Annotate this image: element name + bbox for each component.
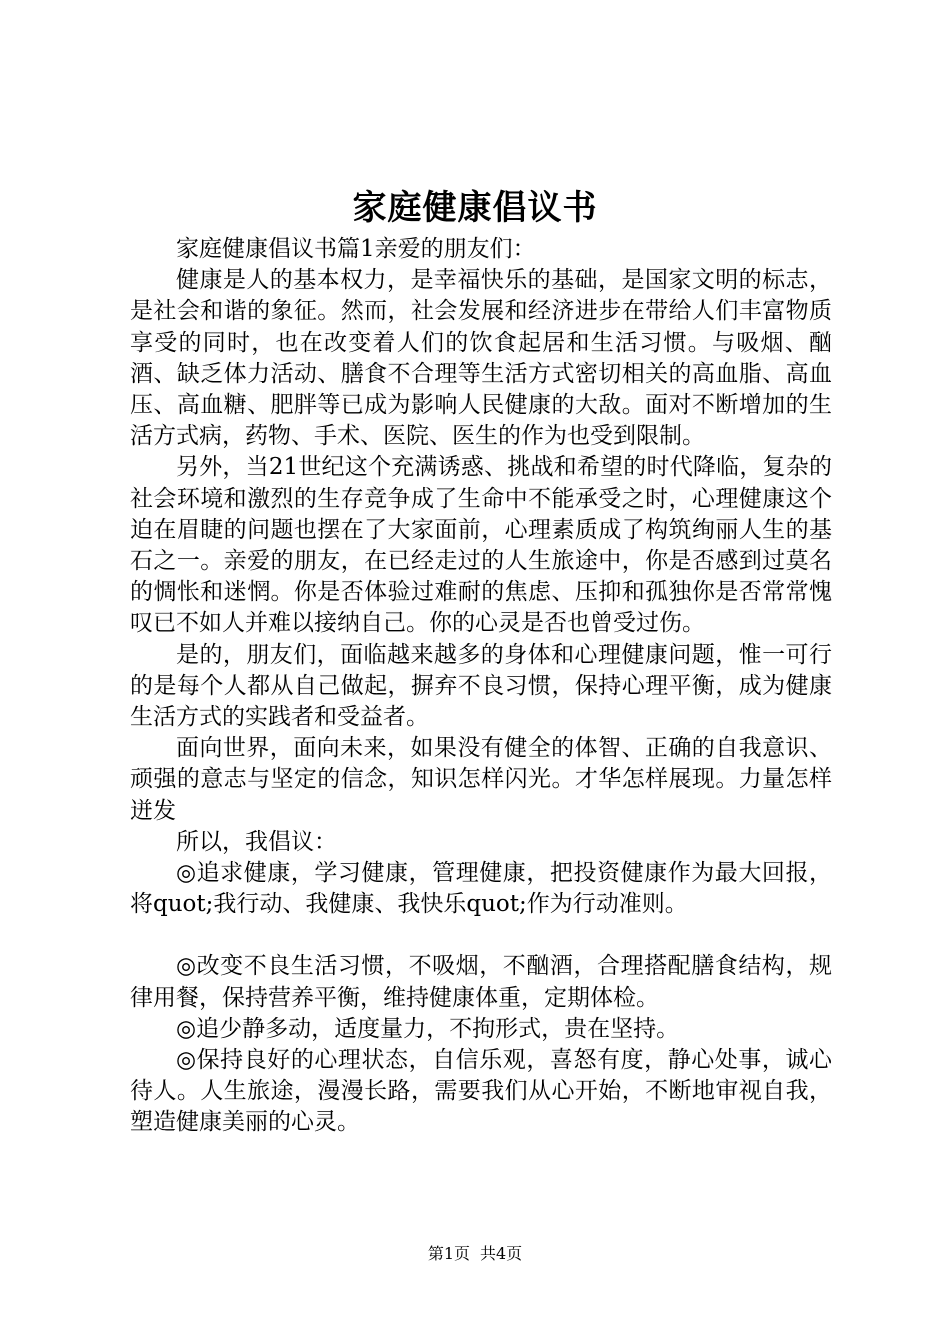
paragraph-mental-health: 另外，当21世纪这个充满诱惑、挑战和希望的时代降临，复杂的社会环境和激烈的生存竞争成了生命中不能承受之时，心理健康这个迫在眉睫的问题也摆在了大家面前，心理素质成了构筑绚丽人生的基石之一。亲爱的朋友，在已经走过的人生旅途中，你是否感到过莫名的惆怅和迷惘。你是否体验过难耐的焦虑、压抑和孤独你是否常常愧叹已不如人并难以接纳自己。你的心灵是否也曾受过伤。 [130,454,832,637]
paragraph-proposal-intro: 所以，我倡议： [176,828,337,855]
proposal-item: ◎追求健康，学习健康，管理健康，把投资健康作为最大回报，将quot;我行动、我健康、我快乐quot;作为行动准则。 [130,860,832,918]
page-total: 共4页 [480,1244,523,1263]
proposal-item: ◎改变不良生活习惯，不吸烟，不酗酒，合理搭配膳食结构，规律用餐，保持营养平衡，维持健康体重，定期体检。 [130,953,832,1011]
paragraph-future: 面向世界，面向未来，如果没有健全的体智、正确的自我意识、顽强的意志与坚定的信念，知识怎样闪光。才华怎样展现。力量怎样迸发 [130,735,832,824]
paragraph-greeting: 家庭健康倡议书篇1亲爱的朋友们： [176,236,536,262]
document-title: 家庭健康倡议书 [352,188,598,228]
document-body [130,234,832,1139]
paragraph-friends: 是的，朋友们，面临越来越多的身体和心理健康问题，惟一可行的是每个人都从自己做起，摒弃不良习惯，保持心理平衡，成为健康生活方式的实践者和受益者。 [130,641,832,731]
page-number: 第1页 [427,1244,470,1263]
proposal-item: ◎保持良好的心理状态，自信乐观，喜怒有度，静心处事，诚心待人。人生旅途，漫漫长路，需要我们从心开始，不断地审视自我，塑造健康美丽的心灵。 [130,1047,832,1136]
proposal-item: ◎追少静多动，适度量力，不拘形式，贵在坚持。 [176,1015,680,1042]
paragraph-health-rights: 健康是人的基本权力，是幸福快乐的基础，是国家文明的标志，是社会和谐的象征。然而，社会发展和经济进步在带给人们丰富物质享受的同时，也在改变着人们的饮食起居和生活习惯。与吸烟、酗酒、缺乏体力活动、膳食不合理等生活方式密切相关的高血脂、高血压、高血糖、肥胖等已成为影响人民健康的大敌。面对不断增加的生活方式病，药物、手术、医院、医生的作为也受到限制。 [130,267,832,450]
page-footer [0,1243,950,1265]
